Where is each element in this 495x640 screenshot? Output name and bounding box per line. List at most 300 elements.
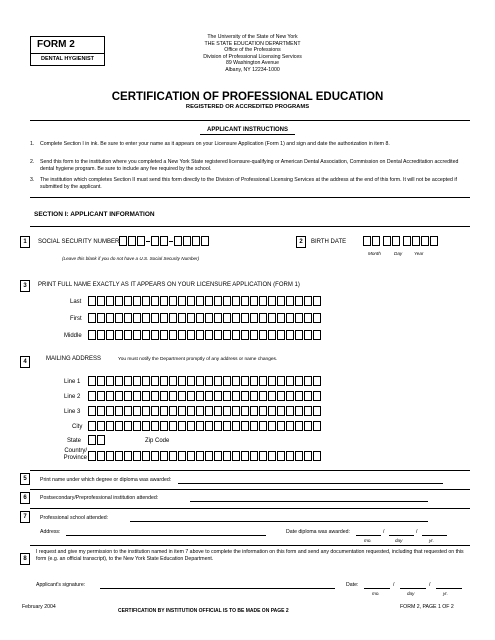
char-box[interactable] — [205, 313, 213, 323]
char-box[interactable] — [106, 313, 114, 323]
char-box[interactable] — [232, 313, 240, 323]
char-box[interactable] — [286, 330, 294, 340]
char-box[interactable] — [196, 421, 204, 431]
diploma-date-label: Date diploma was awarded: — [286, 529, 351, 535]
item-number: 1 — [20, 236, 30, 248]
char-box[interactable] — [142, 296, 150, 306]
char-box[interactable] — [88, 421, 96, 431]
char-box[interactable] — [259, 376, 267, 386]
char-box[interactable] — [133, 421, 141, 431]
char-box[interactable] — [268, 313, 276, 323]
char-box[interactable] — [88, 451, 96, 461]
char-box[interactable] — [313, 376, 321, 386]
char-box[interactable] — [232, 406, 240, 416]
ssn-cell[interactable] — [183, 236, 191, 246]
char-box[interactable] — [268, 451, 276, 461]
char-box[interactable] — [178, 406, 186, 416]
char-box[interactable] — [187, 421, 195, 431]
divider — [30, 545, 470, 546]
char-box[interactable] — [115, 421, 123, 431]
char-box[interactable] — [214, 313, 222, 323]
char-box[interactable] — [223, 451, 231, 461]
char-box[interactable] — [196, 296, 204, 306]
char-box[interactable] — [133, 313, 141, 323]
char-box[interactable] — [169, 330, 177, 340]
char-box[interactable] — [241, 391, 249, 401]
char-box[interactable] — [196, 406, 204, 416]
authorization-text: I request and give my permission to the institution named in item 7 above to complete the information on this form and send any documentation requested, including that requested on this form (e.g. an official transcript), to the New York State Education Department. — [36, 549, 464, 562]
char-box[interactable] — [97, 330, 105, 340]
char-box[interactable] — [124, 296, 132, 306]
char-box[interactable] — [205, 451, 213, 461]
char-box[interactable] — [277, 296, 285, 306]
birth-cell[interactable] — [392, 236, 400, 246]
char-box[interactable] — [304, 406, 312, 416]
char-box[interactable] — [88, 391, 96, 401]
char-box[interactable] — [232, 376, 240, 386]
char-box[interactable] — [169, 421, 177, 431]
char-box[interactable] — [115, 451, 123, 461]
char-box[interactable] — [277, 451, 285, 461]
sign-year-line[interactable] — [436, 588, 462, 589]
char-box[interactable] — [133, 406, 141, 416]
instruction-text: Send this form to the institution where you completed a New York State registered licensure-qualifying or American Dental Association, Commission on Dental Accreditation accredited dental hygiene program. Be sure to include any fee required by the school. — [40, 159, 459, 172]
country-label: Country/ Province — [63, 448, 87, 461]
char-box[interactable] — [106, 296, 114, 306]
char-box[interactable] — [214, 406, 222, 416]
char-box[interactable] — [142, 406, 150, 416]
heading-underline — [200, 134, 295, 135]
char-box[interactable] — [124, 421, 132, 431]
dept-line: The University of the State of New York — [207, 34, 298, 40]
char-box[interactable] — [106, 391, 114, 401]
char-box[interactable] — [151, 296, 159, 306]
instruction-number: 3. — [30, 177, 35, 183]
char-box[interactable] — [304, 313, 312, 323]
address-line2-field[interactable] — [88, 391, 322, 401]
slash: / — [393, 582, 395, 588]
state-cell[interactable] — [88, 435, 96, 445]
char-box[interactable] — [241, 330, 249, 340]
char-box[interactable] — [286, 376, 294, 386]
char-box[interactable] — [250, 391, 258, 401]
char-box[interactable] — [97, 391, 105, 401]
char-box[interactable] — [196, 391, 204, 401]
char-box[interactable] — [259, 406, 267, 416]
char-box[interactable] — [232, 391, 240, 401]
char-box[interactable] — [97, 451, 105, 461]
divider — [30, 226, 470, 227]
item-number: 6 — [20, 492, 30, 504]
char-box[interactable] — [97, 406, 105, 416]
char-box[interactable] — [313, 406, 321, 416]
date-part-label: mo. — [372, 591, 380, 596]
char-box[interactable] — [232, 330, 240, 340]
date-part-label: mo. — [364, 538, 372, 543]
char-box[interactable] — [160, 421, 168, 431]
char-box[interactable] — [187, 406, 195, 416]
footer-page: FORM 2, PAGE 1 OF 2 — [400, 604, 454, 610]
state-cell[interactable] — [97, 435, 105, 445]
char-box[interactable] — [214, 391, 222, 401]
char-box[interactable] — [250, 406, 258, 416]
char-box[interactable] — [259, 313, 267, 323]
footer-note: CERTIFICATION BY INSTITUTION OFFICIAL IS TO BE MADE ON PAGE 2 — [118, 608, 289, 614]
char-box[interactable] — [88, 376, 96, 386]
instruction-number: 2. — [30, 159, 35, 165]
char-box[interactable] — [187, 296, 195, 306]
char-box[interactable] — [151, 330, 159, 340]
address-line3-field[interactable] — [88, 406, 322, 416]
divider — [30, 120, 470, 121]
school-address-line[interactable] — [66, 535, 266, 536]
char-box[interactable] — [295, 406, 303, 416]
char-box[interactable] — [169, 296, 177, 306]
divider — [30, 489, 470, 490]
char-box[interactable] — [268, 296, 276, 306]
instruction-item — [30, 177, 470, 191]
char-box[interactable] — [295, 421, 303, 431]
birth-cell[interactable] — [383, 236, 391, 246]
ssn-cell[interactable] — [128, 236, 136, 246]
char-box[interactable] — [88, 406, 96, 416]
char-box[interactable] — [277, 391, 285, 401]
char-box[interactable] — [160, 406, 168, 416]
char-box[interactable] — [160, 391, 168, 401]
address-label: State — [67, 438, 82, 444]
char-box[interactable] — [223, 376, 231, 386]
char-box[interactable] — [304, 296, 312, 306]
char-box[interactable] — [295, 330, 303, 340]
char-box[interactable] — [268, 391, 276, 401]
char-box[interactable] — [88, 330, 96, 340]
char-box[interactable] — [250, 451, 258, 461]
diploma-year-line[interactable] — [422, 535, 447, 536]
char-box[interactable] — [151, 406, 159, 416]
char-box[interactable] — [295, 313, 303, 323]
char-box[interactable] — [178, 391, 186, 401]
char-box[interactable] — [295, 391, 303, 401]
first-name-field[interactable] — [88, 313, 322, 323]
char-box[interactable] — [97, 421, 105, 431]
char-box[interactable] — [178, 376, 186, 386]
char-box[interactable] — [286, 391, 294, 401]
char-box[interactable] — [142, 451, 150, 461]
middle-name-field[interactable] — [88, 330, 322, 340]
char-box[interactable] — [169, 391, 177, 401]
char-box[interactable] — [241, 451, 249, 461]
char-box[interactable] — [124, 406, 132, 416]
char-box[interactable] — [187, 376, 195, 386]
char-box[interactable] — [115, 376, 123, 386]
char-box[interactable] — [115, 391, 123, 401]
institution-line[interactable] — [190, 501, 428, 502]
char-box[interactable] — [124, 391, 132, 401]
ssn-cell[interactable] — [119, 236, 127, 246]
char-box[interactable] — [88, 313, 96, 323]
char-box[interactable] — [115, 313, 123, 323]
char-box[interactable] — [304, 421, 312, 431]
char-box[interactable] — [133, 296, 141, 306]
ssn-cell[interactable] — [174, 236, 182, 246]
char-box[interactable] — [97, 313, 105, 323]
instruction-item — [30, 141, 470, 155]
char-box[interactable] — [115, 406, 123, 416]
char-box[interactable] — [313, 421, 321, 431]
char-box[interactable] — [214, 330, 222, 340]
char-box[interactable] — [196, 330, 204, 340]
char-box[interactable] — [313, 313, 321, 323]
state-field[interactable] — [88, 435, 106, 445]
char-box[interactable] — [214, 376, 222, 386]
char-box[interactable] — [277, 421, 285, 431]
birth-cell[interactable] — [412, 236, 420, 246]
char-box[interactable] — [259, 330, 267, 340]
name-label: PRINT FULL NAME EXACTLY AS IT APPEARS ON YOUR LICENSURE APPLICATION (FORM 1) — [38, 282, 300, 288]
ssn-field[interactable] — [119, 236, 210, 246]
char-box[interactable] — [241, 376, 249, 386]
char-box[interactable] — [250, 313, 258, 323]
char-box[interactable] — [178, 330, 186, 340]
char-box[interactable] — [142, 330, 150, 340]
char-box[interactable] — [133, 451, 141, 461]
char-box[interactable] — [169, 406, 177, 416]
char-box[interactable] — [187, 313, 195, 323]
char-box[interactable] — [286, 313, 294, 323]
char-box[interactable] — [205, 406, 213, 416]
char-box[interactable] — [304, 376, 312, 386]
char-box[interactable] — [196, 313, 204, 323]
char-box[interactable] — [178, 421, 186, 431]
char-box[interactable] — [205, 391, 213, 401]
char-box[interactable] — [187, 391, 195, 401]
char-box[interactable] — [178, 313, 186, 323]
city-field[interactable] — [88, 421, 322, 431]
char-box[interactable] — [133, 376, 141, 386]
char-box[interactable] — [259, 421, 267, 431]
char-box[interactable] — [223, 330, 231, 340]
char-box[interactable] — [196, 376, 204, 386]
ssn-cell[interactable] — [201, 236, 209, 246]
char-box[interactable] — [133, 330, 141, 340]
form-number: FORM 2 — [37, 39, 75, 50]
char-box[interactable] — [223, 296, 231, 306]
slash: / — [429, 582, 431, 588]
char-box[interactable] — [160, 313, 168, 323]
birth-year-label: Year — [414, 251, 424, 256]
char-box[interactable] — [286, 451, 294, 461]
char-box[interactable] — [142, 391, 150, 401]
zip-label: Zip Code — [145, 438, 170, 444]
char-box[interactable] — [304, 391, 312, 401]
char-box[interactable] — [277, 376, 285, 386]
char-box[interactable] — [286, 296, 294, 306]
char-box[interactable] — [151, 451, 159, 461]
char-box[interactable] — [187, 451, 195, 461]
char-box[interactable] — [214, 421, 222, 431]
date-part-label: yr. — [443, 591, 448, 596]
dept-line: THE STATE EDUCATION DEPARTMENT — [204, 40, 301, 47]
char-box[interactable] — [88, 296, 96, 306]
char-box[interactable] — [286, 421, 294, 431]
char-box[interactable] — [295, 296, 303, 306]
last-name-field[interactable] — [88, 296, 322, 306]
ssn-note: (Leave this blank if you do not have a U.S. Social Security Number) — [62, 256, 200, 261]
char-box[interactable] — [160, 451, 168, 461]
char-box[interactable] — [196, 451, 204, 461]
page-title: CERTIFICATION OF PROFESSIONAL EDUCATION — [111, 91, 384, 103]
birth-cell[interactable] — [403, 236, 411, 246]
school-line[interactable] — [130, 521, 428, 522]
birth-cell[interactable] — [363, 236, 371, 246]
address-label: Address: — [40, 529, 61, 535]
char-box[interactable] — [304, 451, 312, 461]
form-number-box — [30, 36, 105, 66]
address-line1-field[interactable] — [88, 376, 322, 386]
char-box[interactable] — [124, 330, 132, 340]
char-box[interactable] — [97, 296, 105, 306]
sign-date-label: Date: — [346, 582, 359, 588]
char-box[interactable] — [97, 376, 105, 386]
divider — [30, 508, 470, 509]
diploma-day-line[interactable] — [389, 535, 414, 536]
char-box[interactable] — [178, 296, 186, 306]
char-box[interactable] — [160, 296, 168, 306]
char-box[interactable] — [169, 451, 177, 461]
char-box[interactable] — [259, 296, 267, 306]
date-part-label: day — [395, 538, 403, 543]
birth-date-field[interactable] — [363, 236, 439, 246]
name-field-label: Middle — [64, 333, 82, 339]
signature-label: Applicant's signature: — [36, 582, 86, 588]
char-box[interactable] — [115, 296, 123, 306]
char-box[interactable] — [223, 391, 231, 401]
diploma-month-line[interactable] — [356, 535, 381, 536]
char-box[interactable] — [241, 296, 249, 306]
char-box[interactable] — [268, 421, 276, 431]
char-box[interactable] — [106, 451, 114, 461]
ssn-cell[interactable] — [151, 236, 159, 246]
char-box[interactable] — [205, 330, 213, 340]
char-box[interactable] — [106, 330, 114, 340]
char-box[interactable] — [304, 330, 312, 340]
char-box[interactable] — [241, 421, 249, 431]
char-box[interactable] — [106, 421, 114, 431]
mailing-address-label: MAILING ADDRESS — [46, 356, 102, 362]
char-box[interactable] — [124, 313, 132, 323]
char-box[interactable] — [241, 406, 249, 416]
sign-month-line[interactable] — [364, 588, 390, 589]
page-subtitle: REGISTERED OR ACCREDITED PROGRAMS — [185, 104, 310, 110]
char-box[interactable] — [232, 421, 240, 431]
char-box[interactable] — [151, 391, 159, 401]
char-box[interactable] — [169, 376, 177, 386]
char-box[interactable] — [223, 406, 231, 416]
char-box[interactable] — [241, 313, 249, 323]
char-box[interactable] — [160, 330, 168, 340]
char-box[interactable] — [106, 406, 114, 416]
char-box[interactable] — [223, 421, 231, 431]
char-box[interactable] — [205, 421, 213, 431]
char-box[interactable] — [223, 313, 231, 323]
char-box[interactable] — [268, 406, 276, 416]
char-box[interactable] — [232, 296, 240, 306]
char-box[interactable] — [250, 421, 258, 431]
birth-cell[interactable] — [372, 236, 380, 246]
char-box[interactable] — [259, 391, 267, 401]
dash — [146, 241, 150, 246]
dept-line: Albany, NY 12234-1000 — [225, 66, 280, 73]
char-box[interactable] — [142, 421, 150, 431]
char-box[interactable] — [133, 391, 141, 401]
char-box[interactable] — [313, 330, 321, 340]
birth-cell[interactable] — [421, 236, 429, 246]
section-title: SECTION I: APPLICANT INFORMATION — [34, 211, 155, 218]
char-box[interactable] — [250, 296, 258, 306]
ssn-cell[interactable] — [160, 236, 168, 246]
char-box[interactable] — [268, 330, 276, 340]
char-box[interactable] — [232, 451, 240, 461]
char-box[interactable] — [142, 376, 150, 386]
degree-name-line[interactable] — [178, 483, 443, 484]
name-field-label: First — [70, 316, 82, 322]
char-box[interactable] — [277, 406, 285, 416]
char-box[interactable] — [160, 376, 168, 386]
char-box[interactable] — [277, 313, 285, 323]
char-box[interactable] — [187, 330, 195, 340]
char-box[interactable] — [313, 296, 321, 306]
char-box[interactable] — [205, 296, 213, 306]
signature-line[interactable] — [100, 588, 335, 589]
date-part-label: day — [407, 591, 415, 596]
char-box[interactable] — [214, 451, 222, 461]
char-box[interactable] — [259, 451, 267, 461]
char-box[interactable] — [151, 421, 159, 431]
department-address — [170, 34, 335, 74]
char-box[interactable] — [205, 376, 213, 386]
char-box[interactable] — [178, 451, 186, 461]
char-box[interactable] — [268, 376, 276, 386]
address-label: Line 3 — [64, 409, 81, 415]
char-box[interactable] — [295, 376, 303, 386]
char-box[interactable] — [214, 296, 222, 306]
char-box[interactable] — [286, 406, 294, 416]
char-box[interactable] — [151, 376, 159, 386]
char-box[interactable] — [151, 313, 159, 323]
char-box[interactable] — [250, 376, 258, 386]
instruction-text: Complete Section I in ink. Be sure to enter your name as it appears on your Licensure Application (Form 1) and sign and date the authorization in item 8. — [40, 141, 390, 147]
char-box[interactable] — [142, 313, 150, 323]
char-box[interactable] — [313, 451, 321, 461]
slash: / — [383, 529, 385, 535]
ssn-cell[interactable] — [137, 236, 145, 246]
char-box[interactable] — [115, 330, 123, 340]
char-box[interactable] — [124, 451, 132, 461]
country-field[interactable] — [88, 451, 322, 461]
sign-day-line[interactable] — [400, 588, 426, 589]
char-box[interactable] — [124, 376, 132, 386]
ssn-cell[interactable] — [192, 236, 200, 246]
char-box[interactable] — [313, 391, 321, 401]
char-box[interactable] — [295, 451, 303, 461]
char-box[interactable] — [250, 330, 258, 340]
instructions-heading: APPLICANT INSTRUCTIONS — [207, 127, 288, 133]
item-number: 5 — [20, 473, 30, 485]
char-box[interactable] — [106, 376, 114, 386]
char-box[interactable] — [169, 313, 177, 323]
char-box[interactable] — [277, 330, 285, 340]
birth-cell[interactable] — [430, 236, 438, 246]
